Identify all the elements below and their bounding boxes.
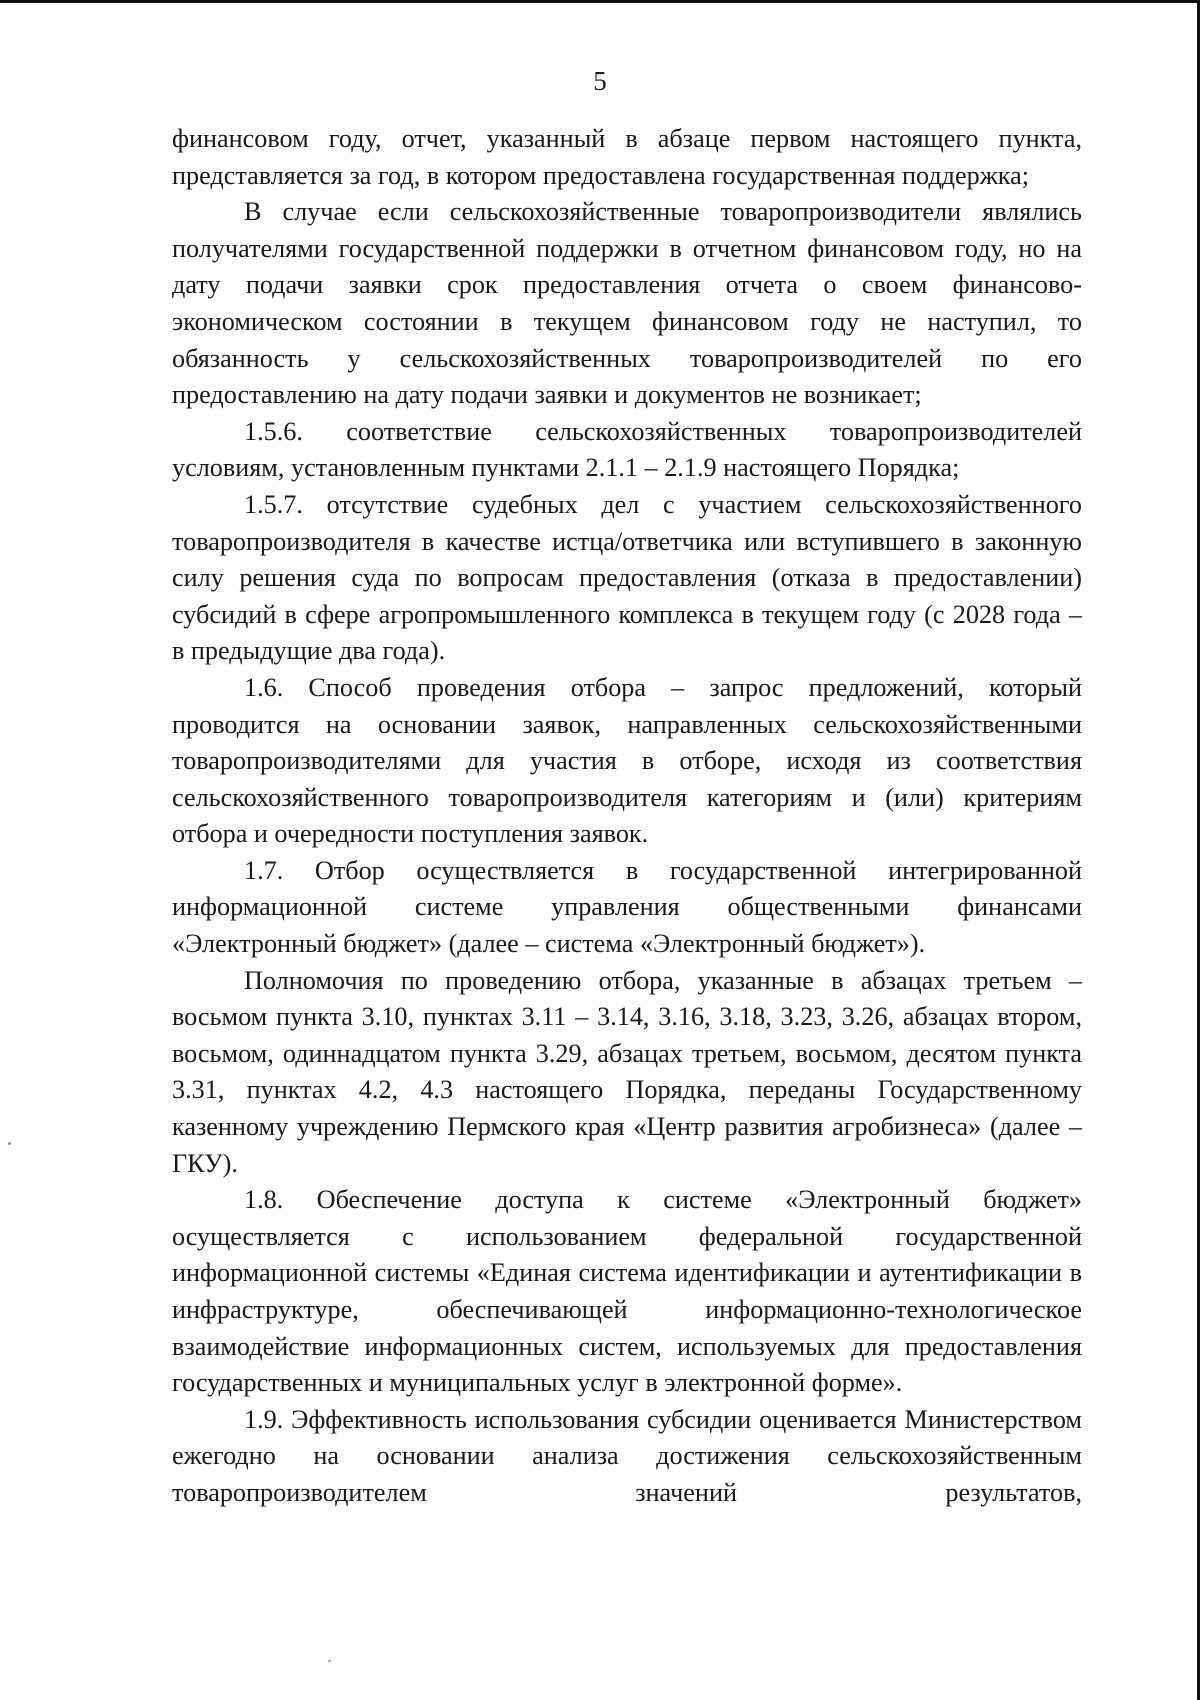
scan-speck [328,1660,331,1662]
paragraph-1-8: 1.8. Обеспечение доступа к системе «Электронный бюджет» осуществляется с использованием федеральной государственной информационной системы «Единая система идентификации и аутентификации в инфраструктуре, обеспечивающей информационно-технологическое взаимодействие информационных систем, используемых для предоставления государственных и муниципальных услуг в электронной форме». [172,1185,1082,1398]
paragraph-1-5-7: 1.5.7. отсутствие судебных дел с участием сельскохозяйственного товаропроизводителя в качестве истца/ответчика или вступившего в законную силу решения суда по вопросам предоставления (отказа в предоставлении) субсидий в сфере агропромышленного комплекса в текущем году (с 2028 года – в предыдущие два года). [172,489,1082,666]
paragraph-continuation: финансовом году, отчет, указанный в абзаце первом настоящего пункта, представляется за год, в котором предоставлена государственная поддержка; [172,124,1082,190]
paragraph-1-5-6: 1.5.6. соответствие сельскохозяйственных товаропроизводителей условиям, установленным пунктами 2.1.1 – 2.1.9 настоящего Порядка; [172,416,1082,483]
paragraph-reporting-obligation: В случае если сельскохозяйственные товаропроизводители являлись получателями государственной поддержки в отчетном финансовом году, но на дату подачи заявки срок предоставления отчета о своем финансово-экономическом состоянии в текущем финансовом году не наступил, то обязанность у сельскохозяйственных товаропроизводителей по его предоставлению на дату подачи заявки и документов не возникает; [172,197,1082,410]
page-number: 5 [593,66,607,96]
scan-speck [8,1142,11,1145]
page-edge-top [0,0,1200,3]
paragraph-powers: Полномочия по проведению отбора, указанные в абзацах третьем – восьмом пункта 3.10, пунктах 3.11 – 3.14, 3.16, 3.18, 3.23, 3.26, абзацах втором, восьмом, одиннадцатом пункта 3.29, абзацах третьем, восьмом, десятом пункта 3.31, пунктах 4.2, 4.3 настоящего Порядка, переданы Государственному казенному учреждению Пермского края «Центр развития агробизнеса» (далее – ГКУ). [172,965,1082,1178]
paragraph-1-9: 1.9. Эффективность использования субсидии оценивается Министерством ежегодно на основании анализа достижения сельскохозяйственным товаропроизводителем значений результатов, [172,1404,1082,1507]
document-body [172,121,1082,1512]
paragraph-1-7: 1.7. Отбор осуществляется в государственной интегрированной информационной системе управления общественными финансами «Электронный бюджет» (далее – система «Электронный бюджет»). [172,855,1082,959]
paragraph-1-6: 1.6. Способ проведения отбора – запрос предложений, который проводится на основании заявок, направленных сельскохозяйственными товаропроизводителями для участия в отборе, исходя из соответствия сельскохозяйственного товаропроизводителя категориям и (или) критериям отбора и очередности поступления заявок. [172,672,1082,849]
